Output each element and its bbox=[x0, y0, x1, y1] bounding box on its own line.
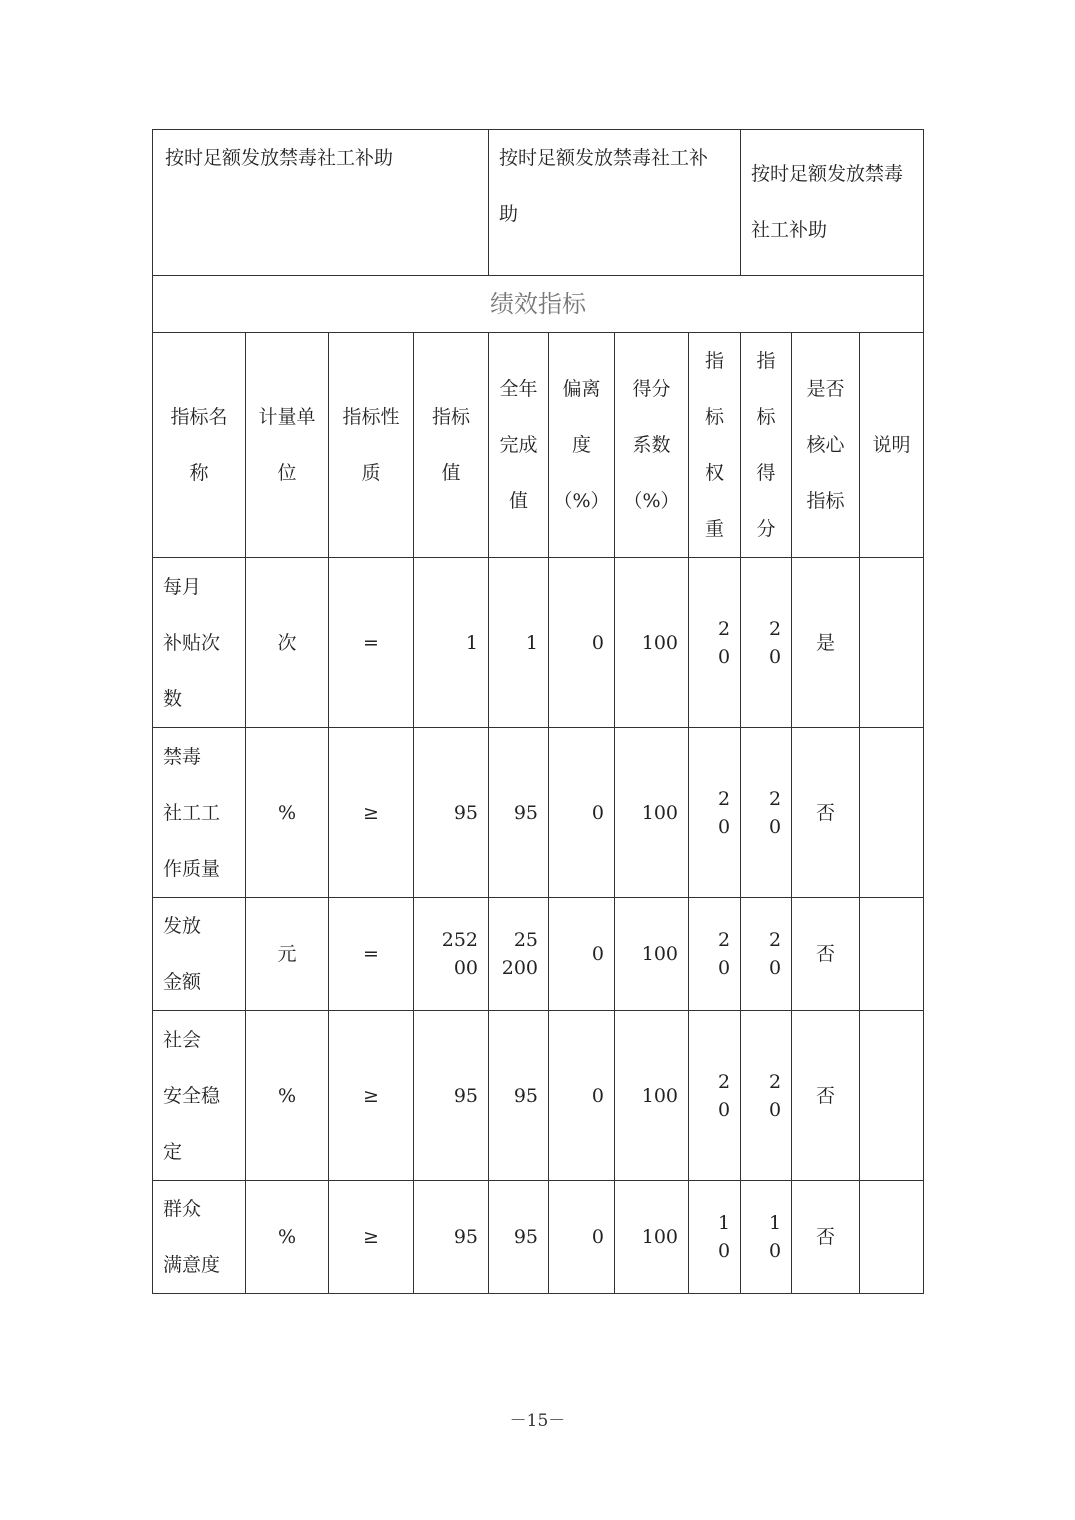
table-row bbox=[153, 1181, 924, 1294]
weight-cell: 2 0 bbox=[689, 728, 741, 898]
value-cell: 1 bbox=[414, 558, 489, 728]
value-cell: 252 00 bbox=[414, 898, 489, 1011]
goal-text-2b: 助 bbox=[499, 203, 519, 225]
nature-cell: = bbox=[329, 558, 414, 728]
deviation-cell: 0 bbox=[549, 558, 615, 728]
deviation-cell: 0 bbox=[549, 898, 615, 1011]
header-weight: 指 标 权 重 bbox=[689, 333, 741, 558]
header-unit: 计量单 位 bbox=[246, 333, 329, 558]
value-cell: 95 bbox=[414, 1181, 489, 1294]
goal-row bbox=[153, 130, 924, 276]
score-cell: 1 0 bbox=[741, 1181, 792, 1294]
nature-cell: = bbox=[329, 898, 414, 1011]
goal-cell-1 bbox=[153, 130, 489, 276]
score-cell: 2 0 bbox=[741, 1011, 792, 1181]
goal-text-3b: 社工补助 bbox=[751, 219, 828, 241]
indicator-name: 发放 金额 bbox=[153, 898, 246, 1011]
score-cell: 2 0 bbox=[741, 558, 792, 728]
performance-table-sheet bbox=[152, 129, 923, 1294]
score-cell: 2 0 bbox=[741, 898, 792, 1011]
header-score-coef: 得分 系数 （%） bbox=[615, 333, 689, 558]
score-cell: 2 0 bbox=[741, 728, 792, 898]
indicator-name: 每月 补贴次 数 bbox=[153, 558, 246, 728]
score-coef-cell: 100 bbox=[615, 1181, 689, 1294]
unit-cell: % bbox=[246, 728, 329, 898]
weight-cell: 2 0 bbox=[689, 558, 741, 728]
unit-cell: % bbox=[246, 1011, 329, 1181]
weight-cell: 2 0 bbox=[689, 1011, 741, 1181]
header-row bbox=[153, 333, 924, 558]
section-row bbox=[153, 276, 924, 333]
core-cell: 是 bbox=[792, 558, 860, 728]
header-score: 指 标 得 分 bbox=[741, 333, 792, 558]
table-row bbox=[153, 1011, 924, 1181]
goal-text-2a: 按时足额发放禁毒社工补 bbox=[499, 147, 709, 169]
nature-cell: ≥ bbox=[329, 728, 414, 898]
note-cell bbox=[860, 558, 924, 728]
header-value: 指标 值 bbox=[414, 333, 489, 558]
performance-table bbox=[152, 129, 924, 1294]
table-row bbox=[153, 898, 924, 1011]
core-cell: 否 bbox=[792, 1181, 860, 1294]
actual-cell: 95 bbox=[489, 1011, 549, 1181]
unit-cell: % bbox=[246, 1181, 329, 1294]
deviation-cell: 0 bbox=[549, 1011, 615, 1181]
value-cell: 95 bbox=[414, 1011, 489, 1181]
header-name: 指标名 称 bbox=[153, 333, 246, 558]
header-note: 说明 bbox=[860, 333, 924, 558]
goal-text-1: 按时足额发放禁毒社工补助 bbox=[165, 147, 394, 169]
deviation-cell: 0 bbox=[549, 728, 615, 898]
unit-cell: 元 bbox=[246, 898, 329, 1011]
goal-cell-3 bbox=[741, 130, 924, 276]
goal-text-3a: 按时足额发放禁毒 bbox=[751, 163, 904, 185]
table-row bbox=[153, 728, 924, 898]
section-title: 绩效指标 bbox=[153, 276, 924, 333]
actual-cell: 1 bbox=[489, 558, 549, 728]
indicator-name: 群众 满意度 bbox=[153, 1181, 246, 1294]
score-coef-cell: 100 bbox=[615, 558, 689, 728]
score-coef-cell: 100 bbox=[615, 898, 689, 1011]
indicator-name: 禁毒 社工工 作质量 bbox=[153, 728, 246, 898]
value-cell: 95 bbox=[414, 728, 489, 898]
goal-cell-2 bbox=[489, 130, 741, 276]
nature-cell: ≥ bbox=[329, 1011, 414, 1181]
core-cell: 否 bbox=[792, 1011, 860, 1181]
actual-cell: 95 bbox=[489, 1181, 549, 1294]
header-nature: 指标性 质 bbox=[329, 333, 414, 558]
note-cell bbox=[860, 728, 924, 898]
note-cell bbox=[860, 898, 924, 1011]
weight-cell: 2 0 bbox=[689, 898, 741, 1011]
actual-cell: 95 bbox=[489, 728, 549, 898]
note-cell bbox=[860, 1011, 924, 1181]
unit-cell: 次 bbox=[246, 558, 329, 728]
indicator-name: 社会 安全稳 定 bbox=[153, 1011, 246, 1181]
header-actual: 全年 完成 值 bbox=[489, 333, 549, 558]
core-cell: 否 bbox=[792, 728, 860, 898]
deviation-cell: 0 bbox=[549, 1181, 615, 1294]
score-coef-cell: 100 bbox=[615, 728, 689, 898]
score-coef-cell: 100 bbox=[615, 1011, 689, 1181]
nature-cell: ≥ bbox=[329, 1181, 414, 1294]
header-deviation: 偏离 度 （%） bbox=[549, 333, 615, 558]
header-core: 是否 核心 指标 bbox=[792, 333, 860, 558]
table-row bbox=[153, 558, 924, 728]
table-body bbox=[153, 558, 924, 1294]
page-number: －15－ bbox=[509, 1411, 566, 1431]
note-cell bbox=[860, 1181, 924, 1294]
weight-cell: 1 0 bbox=[689, 1181, 741, 1294]
actual-cell: 25 200 bbox=[489, 898, 549, 1011]
core-cell: 否 bbox=[792, 898, 860, 1011]
